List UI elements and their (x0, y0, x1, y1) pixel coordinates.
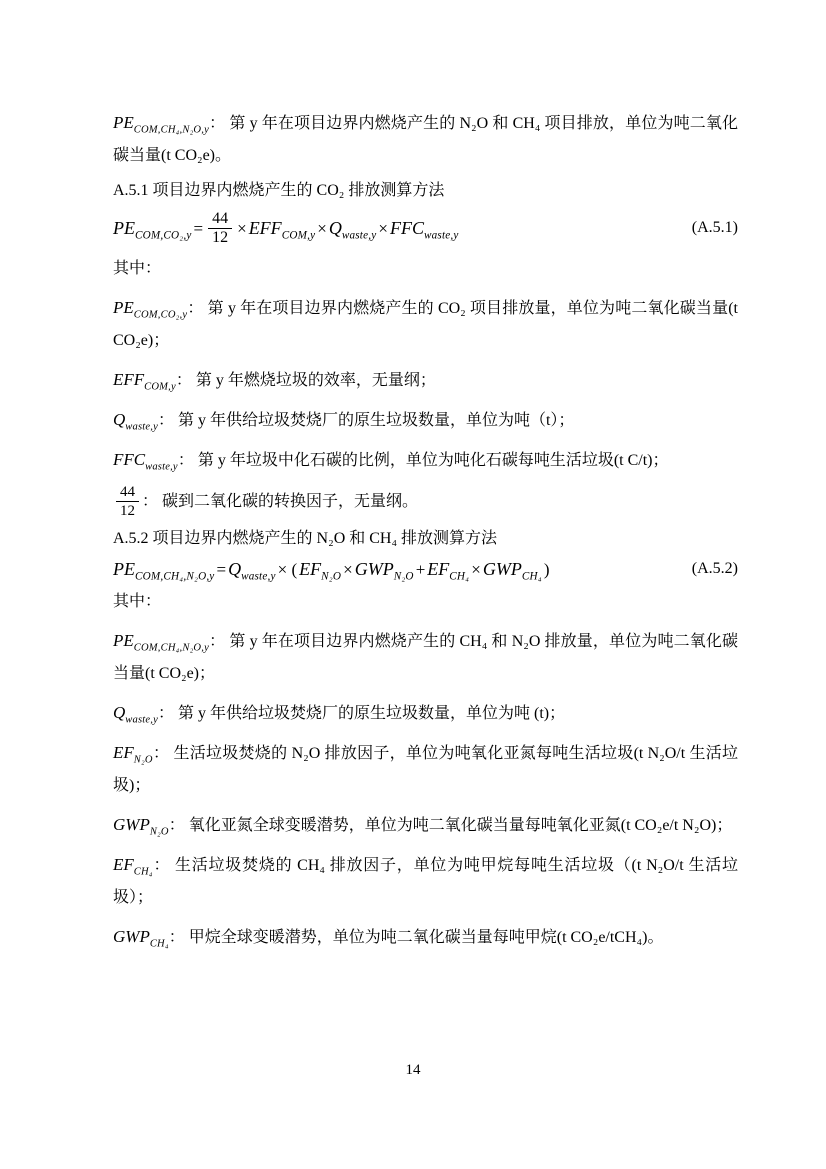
definition-gwp-n2o (113, 808, 738, 842)
heading-content (113, 530, 497, 547)
variable-subscript: CH₄ (149, 938, 169, 950)
variable-term: $FFC_{waste,y}$ (113, 450, 178, 473)
formula-content (113, 558, 552, 581)
variable-subscript: COM,y (144, 381, 176, 393)
text-run: ： 第 y 年在项目边界内燃烧产生的 CH₄ 和 N₂O 排放量，单位为吨二氧化碳当量(t CO₂e)； (113, 633, 738, 683)
entry-content (113, 300, 738, 349)
entry-content (113, 410, 575, 433)
entry-content (113, 633, 738, 682)
variable-term: $FFC_{waste,y}$ (389, 218, 459, 242)
text-run: ： 第 y 年燃烧垃圾的效率，无量纲； (175, 372, 436, 390)
equation-number: (A.5.2) (691, 560, 738, 578)
variable-subscript: COM,y (281, 229, 316, 242)
equation-a51 (113, 210, 738, 248)
variable-term: $PE_{COM,CH_4,N_2O,y}$ (113, 113, 209, 136)
variable-subscript: COM,CO₂,y (135, 229, 192, 242)
definition-pe-com-ch4-n2o (113, 106, 738, 172)
variable-subscript: COM,CO₂,y (133, 309, 188, 321)
variable-subscript: N₂O (321, 570, 342, 583)
variable-subscript: waste,y (241, 570, 276, 583)
variable-subscript: COM,CH₄,N₂O,y (135, 570, 215, 583)
entry-content (113, 260, 161, 277)
variable-subscript: waste,y (145, 461, 178, 473)
section-a51-heading (113, 178, 738, 204)
variable-term: $Q_{waste,y}$ (113, 410, 158, 433)
definition-44-12 (113, 483, 738, 520)
variable-subscript: waste,y (423, 229, 459, 242)
variable-term: $Q_{waste,y}$ (113, 703, 158, 726)
variable-term: $PE_{COM,CO_2,y}$ (113, 218, 192, 242)
variable-term: $EF_{CH_4}$ (427, 558, 470, 583)
definition-eff-com (113, 363, 738, 397)
equation-a52 (113, 558, 738, 581)
definition-ffc-waste (113, 443, 738, 477)
text-run: ： 生活垃圾焚烧的 CH₄ 排放因子，单位为吨甲烷每吨生活垃圾（(t N₂O/t 生活垃圾）； (113, 857, 738, 907)
variable-term: $GWP_{CH_4}$ (482, 558, 542, 583)
where-clause-1 (113, 253, 738, 285)
entry-content (113, 927, 664, 950)
variable-term: $Q_{waste,y}$ (328, 218, 377, 242)
fraction-denominator: 12 (116, 501, 139, 520)
definition-gwp-ch4 (113, 920, 738, 954)
text-run: 其中： (113, 593, 162, 611)
entry-content (113, 745, 738, 794)
section-a52-heading (113, 526, 738, 552)
variable-subscript: CH₄ (521, 570, 542, 583)
definition-q-waste-1 (113, 403, 738, 437)
text-run: ： 第 y 年垃圾中化石碳的比例，单位为吨化石碳每吨生活垃圾(t C/t)； (177, 452, 669, 470)
text-run: ： 甲烷全球变暖潜势，单位为吨二氧化碳当量每吨甲烷(t CO₂e/tCH₄)。 (168, 929, 664, 947)
text-run: 其中： (113, 260, 162, 278)
page-number: 14 (405, 1062, 421, 1078)
entry-content (113, 815, 733, 838)
text-run: ： 第 y 年供给垃圾焚烧厂的原生垃圾数量，单位为吨 (t)； (157, 705, 566, 723)
variable-subscript: N₂O (133, 754, 153, 766)
formula-content (113, 210, 459, 248)
heading-content (113, 182, 444, 199)
text-run: ： 碳到二氧化碳的转换因子，无量纲。 (142, 492, 419, 510)
equation-number: (A.5.1) (691, 219, 738, 237)
variable-term: $GWP_{CH_4}$ (113, 927, 169, 950)
variable-subscript: N₂O (393, 570, 414, 583)
variable-term: $EFF_{COM,y}$ (248, 218, 316, 242)
variable-term: $PE_{COM,CH_4,N_2O,y}$ (113, 558, 215, 583)
text-run: + (415, 559, 426, 579)
text-run: ： 生活垃圾焚烧的 N₂O 排放因子，单位为吨氧化亚氮每吨生活垃圾(t N₂O/t 生活垃圾)； (113, 745, 738, 795)
text-run: × (317, 218, 327, 238)
variable-subscript: waste,y (125, 714, 158, 726)
entry-content (113, 703, 566, 726)
variable-term: $PE_{COM,CO_2,y}$ (113, 298, 188, 321)
text-run: = (193, 218, 204, 238)
variable-subscript: waste,y (341, 229, 377, 242)
variable-subscript: waste,y (125, 421, 158, 433)
variable-term: $EFF_{COM,y}$ (113, 370, 176, 393)
text-run: × (237, 218, 247, 238)
fraction-denominator: 12 (208, 228, 232, 247)
text-run: = (216, 559, 227, 579)
variable-term: $EF_{N_2O}$ (299, 558, 342, 583)
definition-ef-ch4 (113, 848, 738, 914)
entry-content (113, 593, 161, 610)
variable-term: $Q_{waste,y}$ (228, 558, 276, 583)
text-run: × (471, 559, 481, 579)
text-run: × ( (277, 559, 298, 579)
fraction (116, 483, 139, 520)
variable-term: $EF_{CH_4}$ (113, 855, 153, 878)
entry-content (113, 450, 669, 473)
definition-pe-com-co2 (113, 291, 738, 357)
fraction-numerator: 44 (212, 209, 229, 227)
variable-term: $GWP_{N_2O}$ (113, 815, 169, 838)
variable-term: $EF_{N_2O}$ (113, 743, 153, 766)
variable-subscript: N₂O (149, 826, 169, 838)
definition-pe-com-ch4-n2o-2 (113, 624, 738, 690)
text-run: ) (543, 559, 550, 579)
fraction-numerator: 44 (120, 484, 135, 501)
definition-ef-n2o (113, 736, 738, 802)
text-run: ： 第 y 年供给垃圾焚烧厂的原生垃圾数量，单位为吨（t）； (157, 412, 575, 430)
text-run: A.5.1 项目边界内燃烧产生的 CO₂ 排放测算方法 (113, 182, 445, 199)
variable-subscript: CH₄ (133, 866, 153, 878)
text-run: ： 第 y 年在项目边界内燃烧产生的 N₂O 和 CH₄ 项目排放，单位为吨二氧化碳当量(t CO₂e)。 (113, 115, 738, 164)
variable-subscript: COM,CH₄,N₂O,y (133, 124, 209, 136)
fraction (208, 210, 232, 248)
variable-term: $GWP_{N_2O}$ (354, 558, 414, 583)
text-run: A.5.2 项目边界内燃烧产生的 N₂O 和 CH₄ 排放测算方法 (113, 530, 498, 548)
text-run: ： 氧化亚氮全球变暖潜势，单位为吨二氧化碳当量每吨氧化亚氮(t CO₂e/t N₂O)； (168, 817, 733, 835)
document-body (113, 106, 738, 960)
entry-content (113, 370, 436, 393)
text-run: × (343, 559, 353, 579)
where-clause-2 (113, 586, 738, 618)
variable-subscript: COM,CH₄,N₂O,y (133, 642, 209, 654)
variable-term: $PE_{COM,CH_4,N_2O,y}$ (113, 631, 209, 654)
text-run: ： 第 y 年在项目边界内燃烧产生的 CO₂ 项目排放量，单位为吨二氧化碳当量(t CO₂e)； (113, 300, 738, 350)
entry-content (113, 484, 419, 520)
entry-content (113, 115, 738, 164)
text-run: × (378, 218, 388, 238)
variable-subscript: CH₄ (449, 570, 470, 583)
definition-q-waste-2 (113, 696, 738, 730)
entry-content (113, 857, 738, 906)
